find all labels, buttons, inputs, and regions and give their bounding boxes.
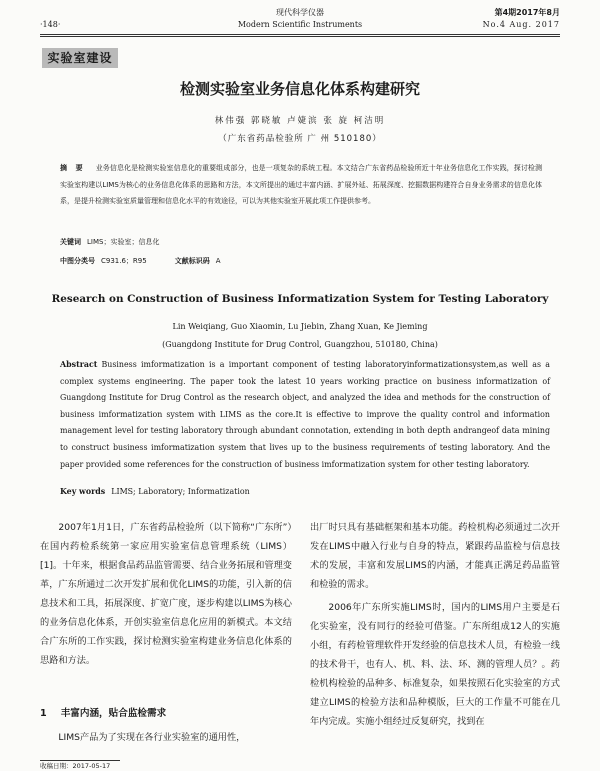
issue-en: No.4 Aug. 2017 (482, 20, 560, 29)
abstract-en-label: Abstract (60, 360, 98, 369)
body-right-column (310, 518, 560, 731)
classification-code: C931.6；R95 (101, 257, 147, 265)
section-tag: 实验室建设 (42, 48, 118, 68)
authors-en: Lin Weiqiang, Guo Xiaomin, Lu Jiebin, Zhang Xuan, Ke Jieming (172, 322, 428, 331)
header-rule-thin (40, 36, 560, 37)
section-1-number: 1 (40, 708, 47, 719)
header-rule (40, 34, 560, 35)
section-1-paragraph: LIMS产品为了实现在各行业实验室的通用性， (58, 732, 246, 743)
keywords-cn-label: 关键词 (60, 238, 81, 246)
keywords-en-label: Key words (60, 487, 106, 496)
journal-name-en: Modern Scientific Instruments (237, 20, 363, 29)
abstract-cn (60, 160, 542, 210)
section-1-heading (40, 705, 180, 719)
intro-paragraph: 2007年1月1日，广东省药品检验所（以下简称“广东所”）在国内药检系统第一家应用实验室信息管理系统（LIMS）[1]。十年来，根据食品药品监管需要、结合业务拓展和管理变革，广东所通过二次开发扩展和优化LIMS的功能，引入新的信息技术和工具，拓展深度、扩宽广度，逐步构建以LIMS为核心的业务信息化体系，开创实验室信息化应用的新模式。本文结合广东所的工作实践，探讨检测实验室构建业务信息化体系的思路和方法。 (40, 522, 292, 666)
title-cn: 检测实验室业务信息化体系构建研究 (179, 80, 420, 98)
doc-code: A (215, 257, 221, 265)
section-1-title: 丰富内涵，贴合监检需求 (60, 708, 167, 719)
keywords-cn-text: LIMS；实验室；信息化 (87, 238, 160, 246)
affiliation-cn: （广东省药品检验所 广 州 510180） (218, 134, 382, 144)
affiliation-en: (Guangdong Institute for Drug Control, Guangzhou, 510180, China) (162, 340, 438, 349)
right-paragraph-2: 2006年广东所实施LIMS时，国内的LIMS用户主要是石化实验室，没有同行的经验可借鉴。广东所组成12人的实施小组，有药检管理软件开发经验的信息技术人员，有检验一线的技术骨干，也有人、机、料、法、环、测的管理人员？。药检机构检验的品种多、标准复杂，如果按照石化实验室的方式建立LIMS的检验方法和品种模版，巨大的工作量不可能在几年内完成。实施小组经过反复研究，找到在 (310, 602, 560, 727)
journal-name-cn: 现代科学仪器 (276, 8, 324, 17)
title-en: Research on Construction of Business Informatization System for Testing Laboratory (51, 293, 549, 305)
abstract-en (60, 357, 550, 473)
classification-label: 中图分类号 (60, 257, 95, 265)
body-left-column-continued (40, 728, 292, 747)
issue-cn: 第4期2017年8月 (494, 8, 560, 17)
doc-code-label: 文献标识码 (174, 257, 210, 265)
abstract-en-text: Business imformatization is a important component of testing laboratoryinformatizationsystem,as well as a complex systems engineering. The paper took the latest 10 years working practice on business informatization of Guangdong Institute for Drug Control as the research object, and analyzed the idea and methods for the construction of business imformatization system with LIMS as the core.It is effective to improve the quality control and information management level for testing laboratory through abundant connotation, extending in both depth andrangeof data mining to construct business imformatization system that lives up to the business requirements of testing laboratory. And the paper provided some references for the construction of business imformatization system for other testing laboratory. (60, 360, 550, 469)
abstract-cn-label: 摘 要 (60, 164, 86, 172)
classification-cn (60, 256, 221, 266)
keywords-cn (60, 237, 159, 247)
authors-cn: 林伟强 郭晓敏 卢婕滨 张 旋 柯洁明 (214, 116, 386, 126)
keywords-en (60, 487, 250, 496)
body-left-column (40, 518, 292, 670)
page-number: ·148· (40, 20, 61, 29)
abstract-cn-text: 业务信息化是检测实验室信息化的重要组成部分，也是一项复杂的系统工程。本文结合广东省药品检验所近十年业务信息化工作实践，探讨检测实验室构建以LIMS为核心的业务信息化体系的思路和方法，本文所提出的通过丰富内涵、扩展外延、拓展深度、挖掘数据构建符合自身业务需求的信息化体系，是提升检测实验室质量管理和信息化水平的有效途径，可以为其他实验室开展此项工作提供参考。 (60, 164, 543, 205)
keywords-en-text: LIMS; Laboratory; Informatization (111, 487, 250, 496)
received-date: 收稿日期：2017-05-17 (40, 762, 111, 770)
right-paragraph-1: 出厂时只具有基础框架和基本功能。药检机构必须通过二次开发在LIMS中融入行业与自身的特点，紧跟药品监检与信息技术的发展，丰富和发展LIMS的内涵，才能真正满足药品监管和检验的需求。 (310, 522, 560, 590)
